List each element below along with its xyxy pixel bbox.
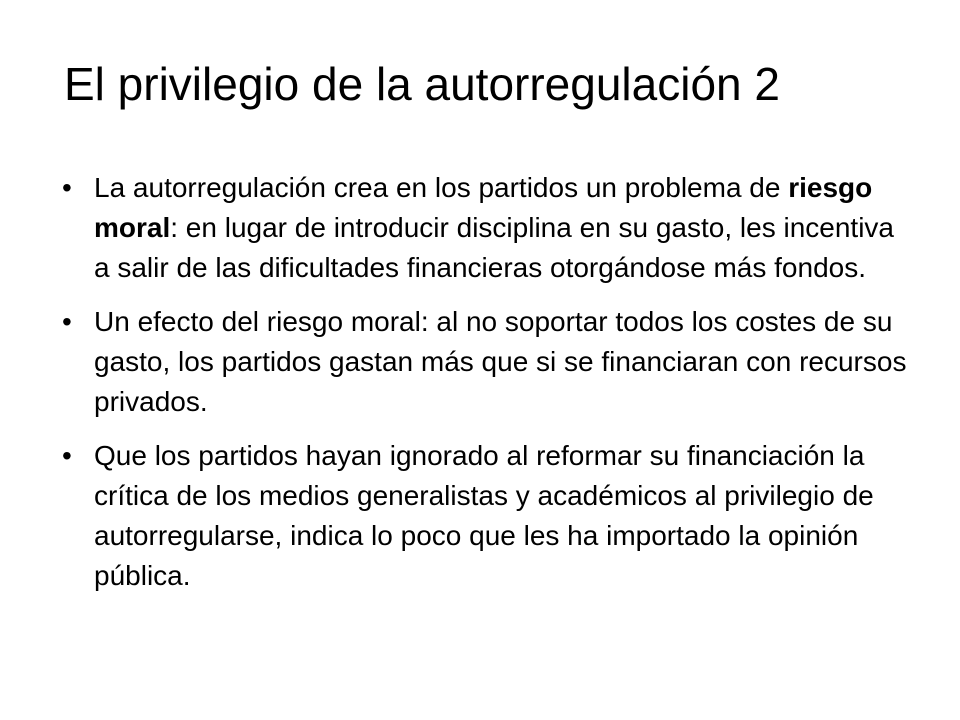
bullet-item-2 <box>62 302 912 422</box>
bullet-text-part: : en lugar de introducir disciplina en su gasto, les incentiva a salir de las dificultades financieras otorgándose más fondos. <box>94 212 894 283</box>
bullet-icon: • <box>62 440 72 471</box>
bullet-emphasis: riesgo moral <box>94 172 873 243</box>
bullet-item-3 <box>62 436 912 596</box>
bullet-list <box>62 168 912 610</box>
bullet-text: Que los partidos hayan ignorado al reformar su financiación la crítica de los medios generalistas y académicos al privilegio de autorregularse, indica lo poco que les ha importado la opinión pública. <box>94 440 874 591</box>
bullet-text-part: La autorregulación crea en los partidos un problema de <box>94 172 789 203</box>
slide-title: El privilegio de la autorregulación 2 <box>64 58 780 110</box>
bullet-icon: • <box>62 306 72 337</box>
bullet-icon: • <box>62 172 72 203</box>
bullet-item-1 <box>62 168 912 288</box>
bullet-text: Un efecto del riesgo moral: al no soportar todos los costes de su gasto, los partidos gastan más que si se financiaran con recursos privados. <box>94 306 907 417</box>
